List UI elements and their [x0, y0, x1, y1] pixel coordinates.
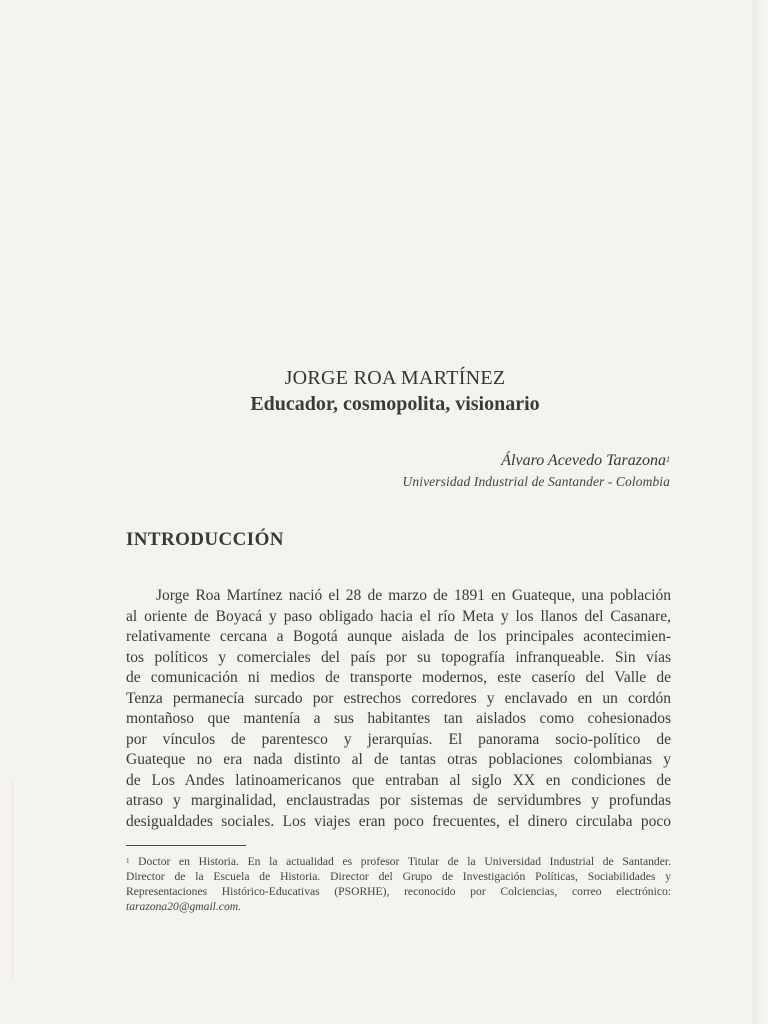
paragraph-line: relativamente cercana a Bogotá aunque aislada de los principales acontecimien- — [126, 628, 671, 645]
article-subtitle: Educador, cosmopolita, visionario — [250, 393, 540, 415]
footnote-line: Representaciones Histórico-Educativas (PSORHE), reconocido por Colciencias, correo electrónico: — [126, 885, 671, 898]
section-heading: INTRODUCCIÓN — [126, 529, 284, 550]
article-title: JORGE ROA MARTÍNEZ — [284, 367, 506, 389]
paragraph-line: al oriente de Boyacá y paso obligado hacia el río Meta y los llanos del Casanare, — [126, 607, 671, 625]
footnote-divider — [126, 845, 246, 846]
footnote-email: tarazona20@gmail.com. — [126, 900, 242, 913]
footnote-line: Director de la Escuela de Historia. Director del Grupo de Investigación Políticas, Sociabilidades y — [126, 870, 671, 883]
author-name-text: Álvaro Acevedo Tarazona — [501, 452, 666, 469]
body-paragraph — [126, 586, 671, 832]
paragraph-line: Tenza permanecía surcado por estrechos corredores y enclavado en un cordón — [126, 689, 671, 707]
page-edge-left — [12, 780, 13, 980]
footnote-line-text: Doctor en Historia. En la actualidad es profesor Titular de la Universidad Industrial de Santander. — [138, 855, 671, 868]
paragraph-line: de Los Andes latinoamericanos que entraban al siglo XX en condiciones de — [126, 771, 671, 789]
footnote — [126, 854, 671, 914]
paragraph-line: Guateque no era nada distinto al de tantas otras poblaciones colombianas y — [126, 751, 671, 768]
author-affiliation: Universidad Industrial de Santander - Colombia — [402, 474, 670, 489]
paragraph-line: por vínculos de parentesco y jerarquías. El panorama socio-político de — [126, 730, 671, 748]
footnote-mark: 1 — [126, 857, 130, 865]
paragraph-line: de comunicación ni medios de transporte modernos, este caserío del Valle de — [126, 669, 671, 686]
paragraph-line: atraso y marginalidad, enclaustradas por sistemas de servidumbres y profundas — [126, 792, 671, 809]
author-name — [501, 450, 670, 472]
author-footnote-mark: 1 — [666, 455, 670, 464]
footnote-line — [126, 854, 671, 869]
paragraph-line: tos políticos y comerciales del país por su topografía infranqueable. Sin vías — [126, 648, 671, 666]
paragraph-line: desigualdades sociales. Los viajes eran poco frecuentes, el dinero circulaba poco — [126, 812, 671, 830]
page-edge-right — [753, 0, 768, 1024]
paragraph-line: Jorge Roa Martínez nació el 28 de marzo de 1891 en Guateque, una población — [156, 587, 671, 604]
paragraph-line: montañoso que mantenía a sus habitantes tan aislados como cohesionados — [126, 710, 671, 727]
